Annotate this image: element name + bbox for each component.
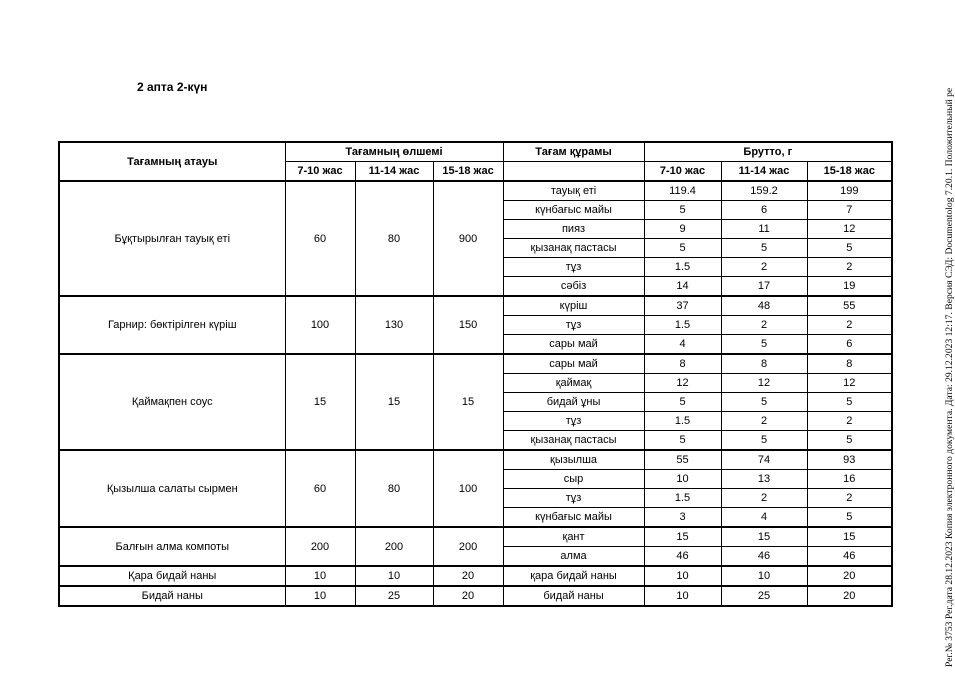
header-age: 7-10 жас [644, 162, 721, 182]
header-composition-blank [503, 162, 644, 182]
portion-cell: 150 [433, 296, 503, 354]
ingredient-name: тұз [503, 412, 644, 431]
dish-name: Қызылша салаты сырмен [59, 450, 285, 527]
gross-cell: 25 [721, 586, 807, 606]
gross-cell: 119.4 [644, 181, 721, 201]
gross-cell: 46 [644, 547, 721, 567]
gross-cell: 10 [644, 586, 721, 606]
gross-cell: 55 [644, 450, 721, 470]
gross-cell: 2 [807, 258, 892, 277]
portion-cell: 200 [355, 527, 433, 566]
dish-group [59, 586, 892, 606]
gross-cell: 10 [721, 566, 807, 586]
gross-cell: 15 [721, 527, 807, 547]
ingredient-name: қызылша [503, 450, 644, 470]
dish-group [59, 296, 892, 354]
ingredient-name: бидай наны [503, 586, 644, 606]
gross-cell: 1.5 [644, 412, 721, 431]
ingredient-name: бидай ұны [503, 393, 644, 412]
ingredient-name: тұз [503, 316, 644, 335]
portion-cell: 80 [355, 181, 433, 296]
gross-cell: 5 [721, 431, 807, 451]
portion-cell: 900 [433, 181, 503, 296]
gross-cell: 5 [644, 431, 721, 451]
portion-cell: 80 [355, 450, 433, 527]
dish-group [59, 450, 892, 527]
portion-cell: 15 [355, 354, 433, 450]
ingredient-name: қызанақ пастасы [503, 239, 644, 258]
gross-cell: 8 [644, 354, 721, 374]
gross-cell: 2 [721, 316, 807, 335]
gross-cell: 10 [644, 566, 721, 586]
portion-cell: 60 [285, 450, 355, 527]
portion-cell: 20 [433, 566, 503, 586]
gross-cell: 46 [807, 547, 892, 567]
ingredient-name: қаймақ [503, 374, 644, 393]
ingredient-name: пияз [503, 220, 644, 239]
header-age: 15-18 жас [807, 162, 892, 182]
portion-cell: 10 [285, 586, 355, 606]
gross-cell: 93 [807, 450, 892, 470]
gross-cell: 7 [807, 201, 892, 220]
gross-cell: 12 [644, 374, 721, 393]
gross-cell: 20 [807, 586, 892, 606]
gross-cell: 12 [721, 374, 807, 393]
side-note-text: Рег.№ 3753 Рег.дата 28.12.2023 Копия электронного документа. Дата: 29.12.2023 12:17. Версия СЭД: Documentolog 7.20.1. Положительный ре [944, 87, 955, 667]
gross-cell: 4 [721, 508, 807, 528]
ingredient-name: сары май [503, 354, 644, 374]
gross-cell: 55 [807, 296, 892, 316]
gross-cell: 6 [721, 201, 807, 220]
gross-cell: 5 [644, 393, 721, 412]
header-gross: Брутто, г [644, 142, 892, 162]
gross-cell: 11 [721, 220, 807, 239]
gross-cell: 16 [807, 470, 892, 489]
portion-cell: 15 [285, 354, 355, 450]
portion-cell: 20 [433, 586, 503, 606]
header-age: 7-10 жас [285, 162, 355, 182]
dish-group [59, 181, 892, 296]
gross-cell: 8 [721, 354, 807, 374]
gross-cell: 10 [644, 470, 721, 489]
header-age: 15-18 жас [433, 162, 503, 182]
gross-cell: 5 [721, 239, 807, 258]
menu-table [58, 141, 893, 607]
gross-cell: 9 [644, 220, 721, 239]
gross-cell: 74 [721, 450, 807, 470]
gross-cell: 12 [807, 374, 892, 393]
ingredient-name: сәбіз [503, 277, 644, 297]
ingredient-name: сыр [503, 470, 644, 489]
header-composition: Тағам құрамы [503, 142, 644, 162]
ingredient-name: тұз [503, 489, 644, 508]
dish-group [59, 566, 892, 586]
dish-name: Гарнир: бөктірілген күріш [59, 296, 285, 354]
gross-cell: 8 [807, 354, 892, 374]
header-portion: Тағамның өлшемі [285, 142, 503, 162]
ingredient-name: қара бидай наны [503, 566, 644, 586]
table-row [59, 450, 892, 470]
dish-name: Бидай наны [59, 586, 285, 606]
gross-cell: 5 [644, 201, 721, 220]
ingredient-name: алма [503, 547, 644, 567]
dish-group [59, 354, 892, 450]
portion-cell: 100 [433, 450, 503, 527]
gross-cell: 3 [644, 508, 721, 528]
gross-cell: 37 [644, 296, 721, 316]
portion-cell: 130 [355, 296, 433, 354]
gross-cell: 5 [721, 393, 807, 412]
gross-cell: 5 [807, 239, 892, 258]
gross-cell: 2 [721, 412, 807, 431]
gross-cell: 1.5 [644, 316, 721, 335]
ingredient-name: күріш [503, 296, 644, 316]
gross-cell: 5 [807, 508, 892, 528]
gross-cell: 159.2 [721, 181, 807, 201]
gross-cell: 4 [644, 335, 721, 355]
gross-cell: 1.5 [644, 258, 721, 277]
gross-cell: 15 [644, 527, 721, 547]
header-age: 11-14 жас [721, 162, 807, 182]
gross-cell: 6 [807, 335, 892, 355]
gross-cell: 1.5 [644, 489, 721, 508]
ingredient-name: күнбағыс майы [503, 201, 644, 220]
dish-name: Балғын алма компоты [59, 527, 285, 566]
portion-cell: 100 [285, 296, 355, 354]
gross-cell: 2 [807, 316, 892, 335]
ingredient-name: тауық еті [503, 181, 644, 201]
portion-cell: 60 [285, 181, 355, 296]
gross-cell: 2 [721, 489, 807, 508]
gross-cell: 5 [721, 335, 807, 355]
gross-cell: 2 [807, 489, 892, 508]
gross-cell: 199 [807, 181, 892, 201]
dish-name: Бұқтырылған тауық еті [59, 181, 285, 296]
portion-cell: 200 [433, 527, 503, 566]
gross-cell: 13 [721, 470, 807, 489]
table-row [59, 354, 892, 374]
gross-cell: 2 [807, 412, 892, 431]
table-row [59, 181, 892, 201]
ingredient-name: күнбағыс майы [503, 508, 644, 528]
gross-cell: 5 [644, 239, 721, 258]
gross-cell: 14 [644, 277, 721, 297]
portion-cell: 200 [285, 527, 355, 566]
gross-cell: 5 [807, 431, 892, 451]
table-row [59, 586, 892, 606]
portion-cell: 10 [285, 566, 355, 586]
table-row [59, 527, 892, 547]
dish-group [59, 527, 892, 566]
ingredient-name: қант [503, 527, 644, 547]
table-row [59, 566, 892, 586]
gross-cell: 17 [721, 277, 807, 297]
side-registration-note [932, 5, 955, 673]
header-dish-name: Тағамның атауы [59, 142, 285, 181]
table-row [59, 296, 892, 316]
header-age: 11-14 жас [355, 162, 433, 182]
gross-cell: 5 [807, 393, 892, 412]
gross-cell: 48 [721, 296, 807, 316]
gross-cell: 19 [807, 277, 892, 297]
gross-cell: 46 [721, 547, 807, 567]
gross-cell: 2 [721, 258, 807, 277]
gross-cell: 20 [807, 566, 892, 586]
page-heading: 2 апта 2-күн [137, 80, 208, 94]
table-header [59, 142, 892, 181]
portion-cell: 25 [355, 586, 433, 606]
gross-cell: 12 [807, 220, 892, 239]
gross-cell: 15 [807, 527, 892, 547]
ingredient-name: тұз [503, 258, 644, 277]
portion-cell: 10 [355, 566, 433, 586]
ingredient-name: сары май [503, 335, 644, 355]
portion-cell: 15 [433, 354, 503, 450]
ingredient-name: қызанақ пастасы [503, 431, 644, 451]
dish-name: Қаймақпен соус [59, 354, 285, 450]
dish-name: Қара бидай наны [59, 566, 285, 586]
